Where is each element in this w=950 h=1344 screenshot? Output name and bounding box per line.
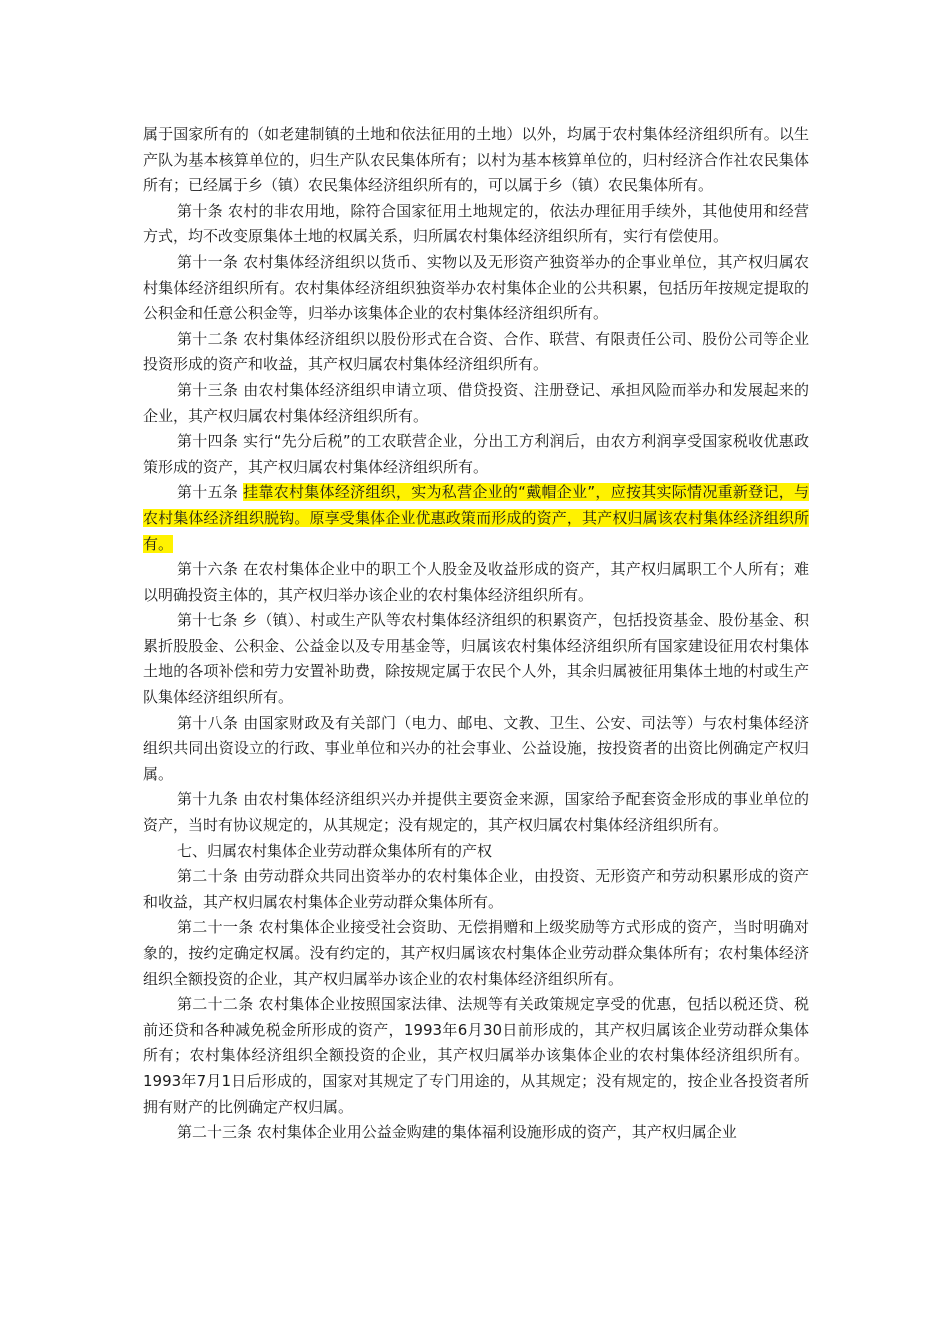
article-14: 第十四条 实行“先分后税”的工农联营企业，分出工方利润后，由农方利润享受国家税收优惠政策形成的资产，其产权归属农村集体经济组织所有。 xyxy=(143,432,809,476)
article-11: 第十一条 农村集体经济组织以货币、实物以及无形资产独资举办的企事业单位，其产权归属农村集体经济组织所有。农村集体经济组织独资举办农村集体企业的公共积累，包括历年按规定提取的公积金和任意公积金等，归举办该集体企业的农村集体经济组织所有。 xyxy=(143,252,809,323)
article-12: 第十二条 农村集体经济组织以股份形式在合资、合作、联营、有限责任公司、股份公司等企业投资形成的资产和收益，其产权归属农村集体经济组织所有。 xyxy=(143,329,809,374)
article-19: 第十九条 由农村集体经济组织兴办并提供主要资金来源，国家给予配套资金形成的事业单位的资产，当时有协议规定的，从其规定；没有规定的，其产权归属农村集体经济组织所有。 xyxy=(143,790,809,835)
paragraph-continuation: 属于国家所有的（如老建制镇的土地和依法征用的土地）以外，均属于农村集体经济组织所有。以生产队为基本核算单位的，归生产队农民集体所有；以村为基本核算单位的，归村经济合作社农民集体所有；已经属于乡（镇）农民集体经济组织所有的，可以属于乡（镇）农民集体所有。 xyxy=(143,125,809,195)
article-15 xyxy=(143,480,809,557)
article-23: 第二十三条 农村集体企业用公益金购建的集体福利设施形成的资产，其产权归属企业 xyxy=(177,1123,737,1142)
article-21: 第二十一条 农村集体企业接受社会资助、无偿捐赠和上级奖励等方式形成的资产，当时明确对象的，按约定确定权属。没有约定的，其产权归属该农村集体企业劳动群众集体所有；农村集体经济组织全额投资的企业，其产权归属举办该企业的农村集体经济组织所有。 xyxy=(143,918,809,988)
article-22: 第二十二条 农村集体企业按照国家法律、法规等有关政策规定享受的优惠，包括以税还贷、税前还贷和各种减免税金所形成的资产，1993年6月30日前形成的，其产权归属该企业劳动群众集体所有；农村集体经济组织全额投资的企业，其产权归属举办该集体企业的农村集体经济组织所有。1993年7月1日后形成的，国家对其规定了专门用途的，从其规定；没有规定的，按企业各投资者所拥有财产的比例确定产权归属。 xyxy=(143,995,809,1116)
article-20: 第二十条 由劳动群众共同出资举办的农村集体企业，由投资、无形资产和劳动积累形成的资产和收益，其产权归属农村集体企业劳动群众集体所有。 xyxy=(143,867,809,911)
highlighted-text: 挂靠农村集体经济组织，实为私营企业的“戴帽企业”，应按其实际情况重新登记，与农村集体经济组织脱钩。原享受集体企业优惠政策而形成的资产，其产权归属该农村集体经济组织所有。 xyxy=(143,483,810,553)
article-17: 第十七条 乡（镇）、村或生产队等农村集体经济组织的积累资产，包括投资基金、股份基金、积累折股股金、公积金、公益金以及专用基金等，归属该农村集体经济组织所有国家建设征用农村集体土地的各项补偿和劳力安置补助费，除按规定属于农民个人外，其余归属被征用集体土地的村或生产队集体经济组织所有。 xyxy=(143,611,809,707)
article-15-lead: 第十五条 xyxy=(177,483,244,502)
article-18: 第十八条 由国家财政及有关部门（电力、邮电、文教、卫生、公安、司法等）与农村集体经济组织共同出资设立的行政、事业单位和兴办的社会事业、公益设施，按投资者的出资比例确定产权归属。 xyxy=(143,713,809,783)
article-10: 第十条 农村的非农用地，除符合国家征用土地规定的，依法办理征用手续外，其他使用和经营方式，均不改变原集体土地的权属关系，归所属农村集体经济组织所有，实行有偿使用。 xyxy=(143,201,809,246)
section-heading: 七、归属农村集体企业劳动群众集体所有的产权 xyxy=(177,841,493,860)
article-13: 第十三条 由农村集体经济组织申请立项、借贷投资、注册登记、承担风险而举办和发展起来的企业，其产权归属农村集体经济组织所有。 xyxy=(143,380,809,425)
article-16: 第十六条 在农村集体企业中的职工个人股金及收益形成的资产，其产权归属职工个人所有；难以明确投资主体的，其产权归举办该企业的农村集体经济组织所有。 xyxy=(143,560,809,604)
document-page xyxy=(143,122,809,1146)
